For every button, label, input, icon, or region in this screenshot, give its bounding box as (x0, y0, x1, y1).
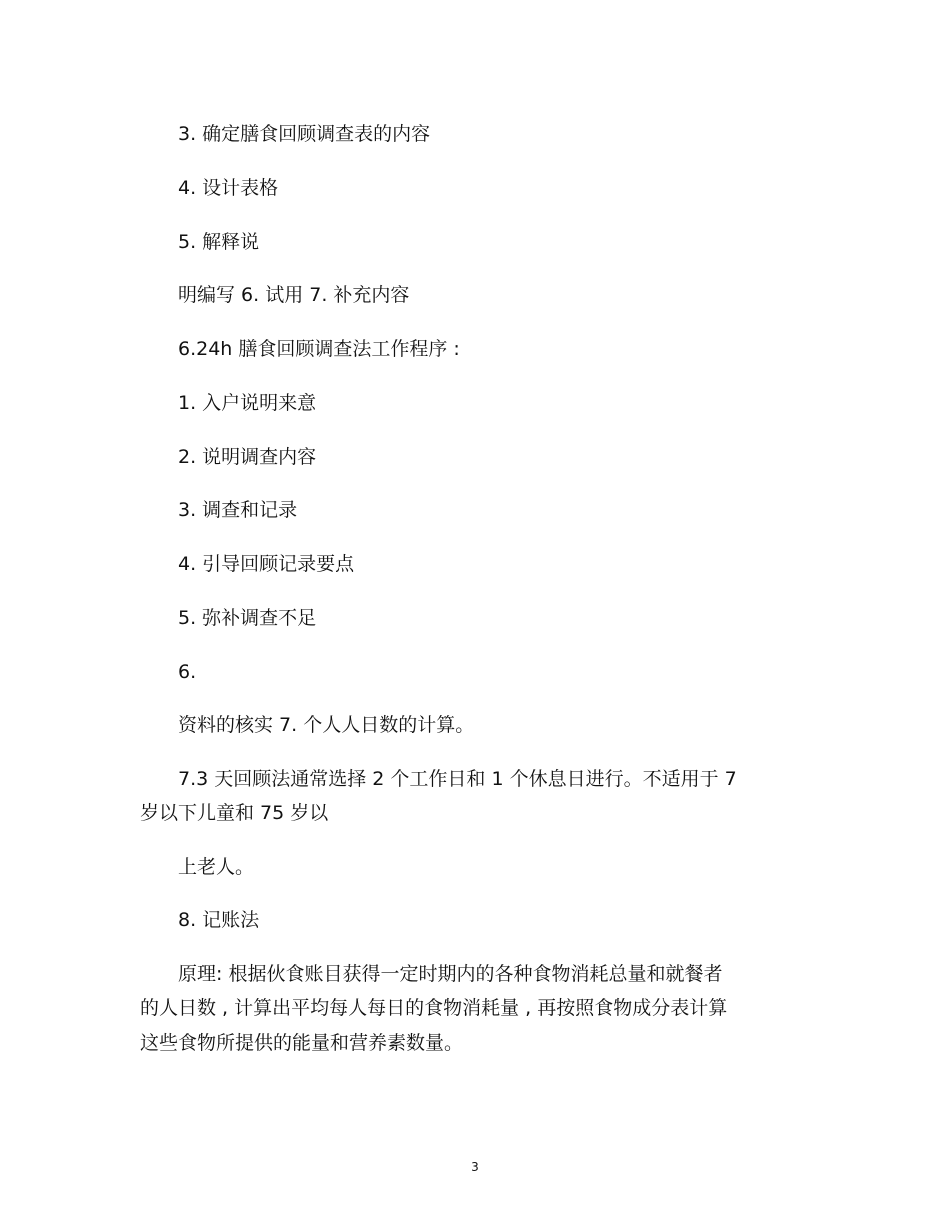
text-line: 的人日数 , 计算出平均每人每日的食物消耗量 , 再按照食物成分表计算 (140, 997, 728, 1019)
text-line: 7.3 天回顾法通常选择 2 个工作日和 1 个休息日进行。不适用于 7 (178, 768, 737, 790)
text-line: 6.24h 膳食回顾调查法工作程序 : (178, 338, 460, 360)
text-line: 上老人。 (178, 856, 255, 878)
text-line: 6. (178, 661, 197, 683)
text-line: 岁以下儿童和 75 岁以 (140, 802, 329, 824)
text-line: 5. 弥补调查不足 (178, 607, 317, 629)
text-line: 原理: 根据伙食账目获得一定时期内的各种食物消耗总量和就餐者 (178, 963, 723, 985)
text-line: 资料的核实 7. 个人人日数的计算。 (178, 714, 475, 736)
text-line: 这些食物所提供的能量和营养素数量。 (140, 1032, 464, 1054)
text-line: 2. 说明调查内容 (178, 446, 317, 468)
text-line: 5. 解释说 (178, 231, 260, 253)
text-line: 3. 调查和记录 (178, 499, 298, 521)
text-line: 明编写 6. 试用 7. 补充内容 (178, 284, 410, 306)
text-line: 3. 确定膳食回顾调查表的内容 (178, 123, 431, 145)
text-line: 4. 引导回顾记录要点 (178, 553, 355, 575)
text-line: 1. 入户说明来意 (178, 392, 317, 414)
section-heading: 8. 记账法 (178, 909, 260, 931)
page-number: 3 (471, 1160, 479, 1174)
text-line: 4. 设计表格 (178, 177, 279, 199)
